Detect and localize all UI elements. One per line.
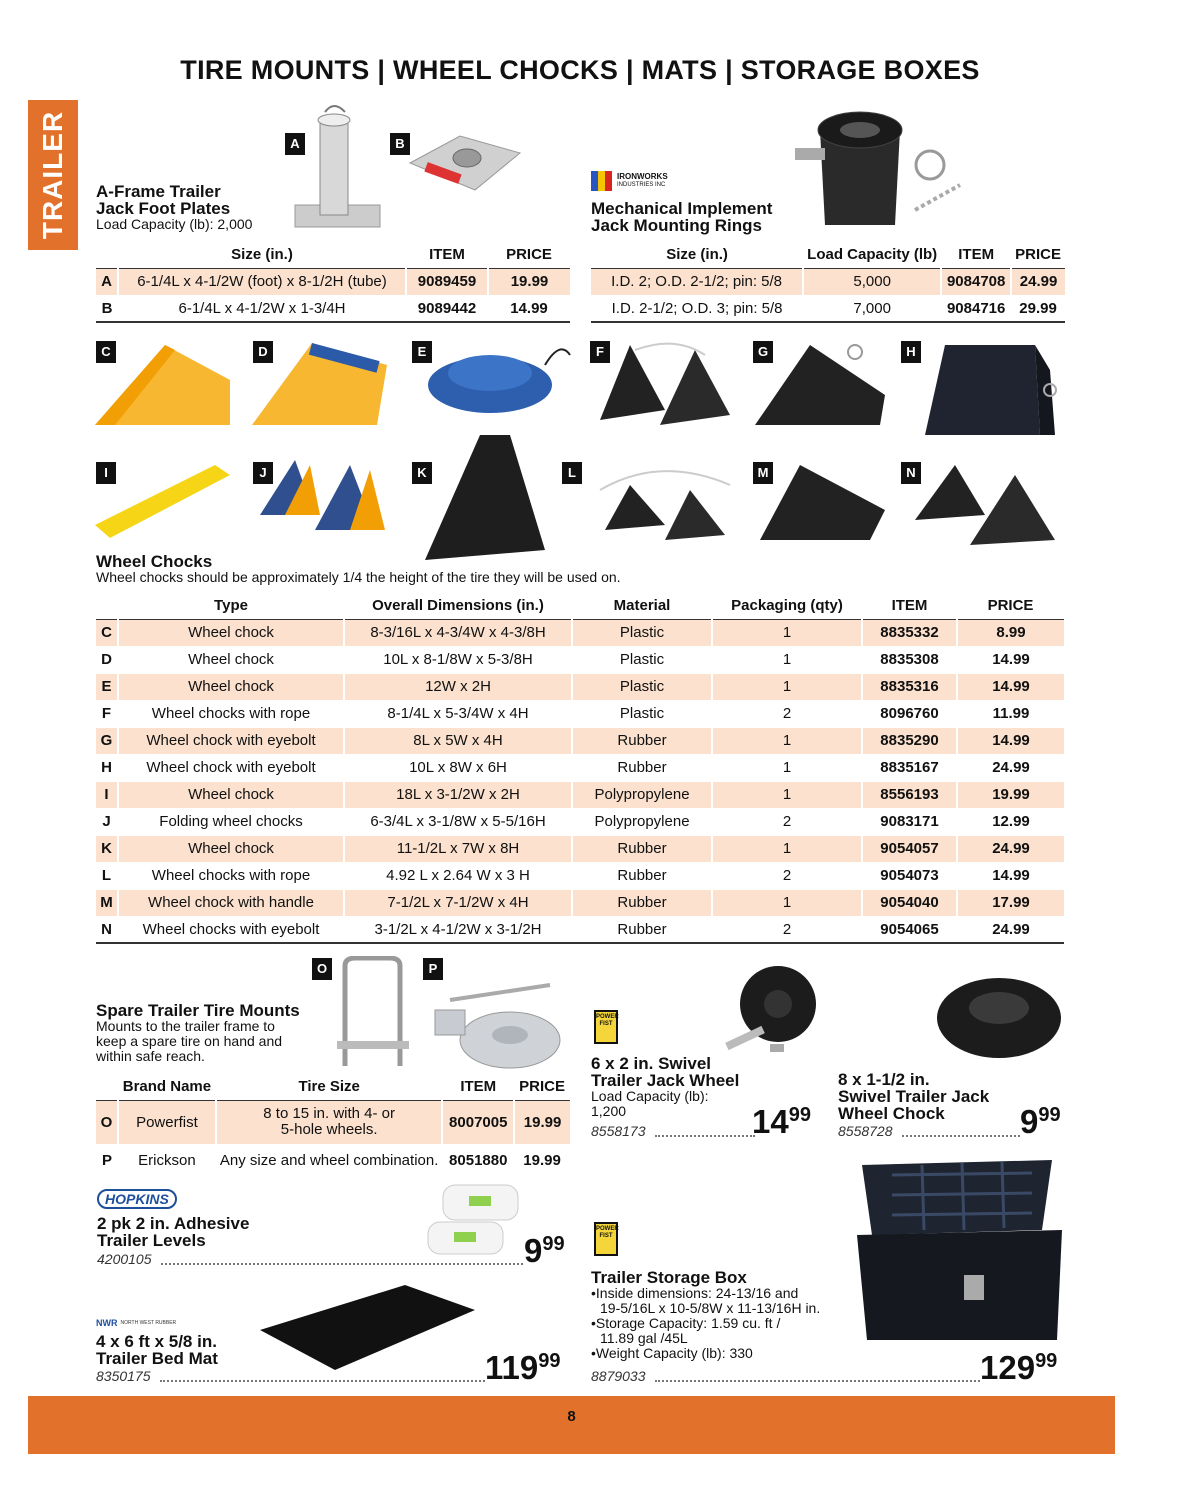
col-header: Overall Dimensions (in.)	[344, 593, 572, 619]
image-label-a: A	[285, 133, 305, 155]
ironworks-logo-icon	[591, 171, 613, 191]
table-row	[96, 295, 570, 322]
storage-box-sku: 8879033	[591, 1368, 646, 1384]
storage-box-bullet-2: •Storage Capacity: 1.59 cu. ft /	[591, 1315, 781, 1331]
dot-leader	[655, 1135, 755, 1137]
row-letter: F	[96, 700, 118, 727]
price-cell: 19.99	[488, 268, 570, 295]
col-header: ITEM	[941, 242, 1011, 268]
size-cell: I.D. 2; O.D. 2-1/2; pin: 5/8	[591, 268, 803, 295]
qty-cell: 1	[712, 673, 862, 700]
col-header: Material	[572, 593, 712, 619]
row-letter: M	[96, 889, 118, 916]
jack-chock-price	[1020, 1103, 1061, 1141]
section-tab-label: TRAILER	[37, 110, 68, 240]
chock-f-image	[595, 340, 740, 430]
storage-box-bullet-2-cont: 11.89 gal /45L	[600, 1330, 688, 1346]
row-letter: K	[96, 835, 118, 862]
material-cell: Rubber	[572, 835, 712, 862]
dot-leader	[655, 1380, 980, 1382]
dimensions-cell: 7-1/2L x 7-1/2W x 4H	[344, 889, 572, 916]
price-cents: 99	[538, 1350, 561, 1372]
size-cell: 6-1/4L x 4-1/2W x 1-3/4H	[118, 295, 406, 322]
item-cell: 8835316	[862, 673, 957, 700]
price-cell: 19.99	[514, 1100, 570, 1144]
jack-plates-heading	[96, 183, 252, 232]
type-cell: Wheel chocks with rope	[118, 700, 344, 727]
col-header: Load Capacity (lb)	[803, 242, 941, 268]
table-row	[96, 916, 1064, 943]
item-cell: 8051880	[442, 1144, 514, 1176]
image-label-b: B	[390, 133, 410, 155]
col-header: Packaging (qty)	[712, 593, 862, 619]
type-cell: Wheel chock	[118, 835, 344, 862]
powerfist-logo	[594, 1010, 618, 1044]
price-cents: 99	[1035, 1350, 1058, 1372]
levels-price	[524, 1232, 565, 1270]
image-label-l: L	[562, 462, 582, 484]
material-cell: Polypropylene	[572, 808, 712, 835]
table-row	[96, 1100, 570, 1144]
jack-plates-load: Load Capacity (lb): 2,000	[96, 216, 253, 232]
dimensions-cell: 8-1/4L x 5-3/4W x 4H	[344, 700, 572, 727]
item-cell: 8835167	[862, 754, 957, 781]
item-cell: 9054040	[862, 889, 957, 916]
page-title: TIRE MOUNTS | WHEEL CHOCKS | MATS | STORAGE BOXES	[180, 55, 980, 85]
price-dollars: 9	[1020, 1103, 1039, 1140]
capacity-cell: 7,000	[803, 295, 941, 322]
powerfist-logo-line1: POWER	[596, 1226, 619, 1232]
price-cell: 17.99	[957, 889, 1064, 916]
levels-heading	[97, 1215, 249, 1249]
dimensions-cell: 18L x 3-1/2W x 2H	[344, 781, 572, 808]
qty-cell: 2	[712, 700, 862, 727]
chock-d-image	[252, 340, 392, 430]
qty-cell: 2	[712, 916, 862, 943]
row-letter: E	[96, 673, 118, 700]
table-row	[96, 619, 1064, 646]
jack-wheel-title-2: Trailer Jack Wheel	[591, 1071, 740, 1090]
capacity-cell: 5,000	[803, 268, 941, 295]
col-header: PRICE	[488, 242, 570, 268]
dimensions-cell: 8L x 5W x 4H	[344, 727, 572, 754]
dimensions-cell: 4.92 L x 2.64 W x 3 H	[344, 862, 572, 889]
table-row	[96, 727, 1064, 754]
dot-leader	[902, 1135, 1020, 1137]
material-cell: Rubber	[572, 727, 712, 754]
image-label-j: J	[253, 462, 273, 484]
table-row	[96, 700, 1064, 727]
material-cell: Rubber	[572, 916, 712, 943]
type-cell: Wheel chock with eyebolt	[118, 754, 344, 781]
storage-box-title: Trailer Storage Box	[591, 1268, 747, 1287]
chocks-heading	[96, 553, 621, 585]
image-label-e: E	[412, 341, 432, 363]
row-letter: B	[96, 295, 118, 322]
type-cell: Wheel chock	[118, 619, 344, 646]
dimensions-cell: 12W x 2H	[344, 673, 572, 700]
item-cell: 8835308	[862, 646, 957, 673]
section-tab	[28, 100, 78, 250]
tire-mounts-table	[96, 1074, 570, 1177]
col-header	[96, 242, 118, 268]
qty-cell: 1	[712, 835, 862, 862]
tire-size-line-2: 5-hole wheels.	[280, 1121, 378, 1138]
image-label-g: G	[753, 341, 773, 363]
price-cell: 14.99	[957, 646, 1064, 673]
storage-box-bullet-3: •Weight Capacity (lb): 330	[591, 1345, 753, 1361]
item-cell: 9054065	[862, 916, 957, 943]
col-header: Tire Size	[216, 1074, 442, 1100]
jack-wheel-chock-image	[935, 970, 1065, 1070]
material-cell: Plastic	[572, 700, 712, 727]
storage-box-bullet-1: •Inside dimensions: 24-13/16 and	[591, 1285, 799, 1301]
price-cell: 8.99	[957, 619, 1064, 646]
chock-g-image	[750, 340, 890, 430]
table-row	[96, 754, 1064, 781]
row-letter: C	[96, 619, 118, 646]
table-header-row	[96, 1074, 570, 1100]
tire-mounts-title: Spare Trailer Tire Mounts	[96, 1001, 300, 1020]
material-cell: Rubber	[572, 889, 712, 916]
qty-cell: 2	[712, 862, 862, 889]
price-cell: 11.99	[957, 700, 1064, 727]
table-header-row	[591, 242, 1065, 268]
chock-m-image	[750, 460, 890, 545]
dimensions-cell: 6-3/4L x 3-1/8W x 5-5/16H	[344, 808, 572, 835]
jack-rings-heading	[591, 200, 772, 234]
table-row	[591, 295, 1065, 322]
nwr-brand: NWR	[96, 1318, 118, 1328]
price-cents: 99	[1038, 1104, 1061, 1126]
col-header: ITEM	[442, 1074, 514, 1100]
type-cell: Wheel chock with handle	[118, 889, 344, 916]
qty-cell: 1	[712, 619, 862, 646]
image-label-c: C	[96, 341, 116, 363]
jack-wheel-sku: 8558173	[591, 1123, 646, 1139]
table-row	[96, 268, 570, 295]
table-row	[96, 673, 1064, 700]
storage-box-bullet-1-cont: 19-5/16L x 10-5/8W x 11-13/16H in.	[600, 1300, 821, 1316]
material-cell: Rubber	[572, 754, 712, 781]
levels-title-2: Trailer Levels	[97, 1231, 206, 1250]
price-cell: 24.99	[957, 916, 1064, 943]
ironworks-brand: IRONWORKS	[617, 172, 668, 181]
jack-chock-heading	[838, 1071, 989, 1122]
price-cell: 24.99	[1011, 268, 1065, 295]
col-header: ITEM	[862, 593, 957, 619]
item-cell: 8556193	[862, 781, 957, 808]
price-cell: 29.99	[1011, 295, 1065, 322]
qty-cell: 1	[712, 727, 862, 754]
image-label-i: I	[96, 462, 116, 484]
col-header	[96, 593, 118, 619]
qty-cell: 1	[712, 646, 862, 673]
table-header-row	[96, 242, 570, 268]
jack-chock-sku: 8558728	[838, 1123, 893, 1139]
type-cell: Wheel chocks with eyebolt	[118, 916, 344, 943]
levels-title-1: 2 pk 2 in. Adhesive	[97, 1214, 250, 1233]
chock-j-image	[255, 455, 395, 535]
powerfist-logo-line1: POWER	[596, 1014, 619, 1020]
jack-plates-title-2: Jack Foot Plates	[96, 199, 231, 218]
jack-wheel-load-2: 1,200	[591, 1103, 627, 1119]
size-cell: 6-1/4L x 4-1/2W (foot) x 8-1/2H (tube)	[118, 268, 406, 295]
price-dollars: 14	[752, 1103, 789, 1140]
jack-wheel-title-1: 6 x 2 in. Swivel	[591, 1054, 712, 1073]
size-cell: I.D. 2-1/2; O.D. 3; pin: 5/8	[591, 295, 803, 322]
material-cell: Rubber	[572, 862, 712, 889]
material-cell: Plastic	[572, 619, 712, 646]
table-row	[96, 862, 1064, 889]
item-cell: 8835290	[862, 727, 957, 754]
image-label-k: K	[412, 462, 432, 484]
jack-plates-table	[96, 242, 570, 323]
chock-e-image	[425, 335, 575, 420]
tire-mounts-desc-3: within safe reach.	[96, 1048, 205, 1064]
jack-chock-title-2: Swivel Trailer Jack	[838, 1087, 990, 1106]
qty-cell: 1	[712, 781, 862, 808]
dot-leader	[160, 1380, 485, 1382]
table-row	[96, 889, 1064, 916]
price-cell: 19.99	[514, 1144, 570, 1176]
powerfist-logo	[594, 1222, 618, 1256]
mat-sku: 8350175	[96, 1368, 151, 1384]
image-label-o: O	[312, 958, 332, 980]
type-cell: Wheel chock with eyebolt	[118, 727, 344, 754]
item-cell: 9089459	[406, 268, 488, 295]
powerfist-logo-line2: FIST	[599, 1021, 613, 1027]
chocks-table	[96, 593, 1064, 944]
row-letter: G	[96, 727, 118, 754]
dimensions-cell: 11-1/2L x 7W x 8H	[344, 835, 572, 862]
price-cell: 24.99	[957, 835, 1064, 862]
table-row	[96, 646, 1064, 673]
trailer-bed-mat-image	[255, 1275, 480, 1375]
jack-wheel-heading	[591, 1055, 739, 1119]
item-cell: 9054057	[862, 835, 957, 862]
type-cell: Wheel chocks with rope	[118, 862, 344, 889]
price-cents: 99	[542, 1233, 565, 1255]
qty-cell: 1	[712, 754, 862, 781]
image-label-h: H	[901, 341, 921, 363]
jack-rings-table	[591, 242, 1065, 323]
row-letter: A	[96, 268, 118, 295]
jack-rings-title-1: Mechanical Implement	[591, 199, 773, 218]
table-row	[591, 268, 1065, 295]
item-cell: 9054073	[862, 862, 957, 889]
price-cell: 19.99	[957, 781, 1064, 808]
col-header: Size (in.)	[591, 242, 803, 268]
tire-mount-p-image	[430, 965, 565, 1075]
price-cell: 12.99	[957, 808, 1064, 835]
jack-foot-plate-a-image	[290, 100, 385, 235]
hopkins-logo: HOPKINS	[97, 1189, 177, 1209]
material-cell: Plastic	[572, 673, 712, 700]
row-letter: N	[96, 916, 118, 943]
jack-plates-title-1: A-Frame Trailer	[96, 182, 221, 201]
tire-size-cell: Any size and wheel combination.	[216, 1144, 442, 1176]
row-letter: P	[96, 1144, 118, 1176]
dimensions-cell: 10L x 8W x 6H	[344, 754, 572, 781]
col-header: PRICE	[957, 593, 1064, 619]
jack-wheel-image	[720, 962, 820, 1062]
jack-wheel-price	[752, 1103, 811, 1141]
table-row	[96, 1144, 570, 1176]
chock-l-image	[590, 460, 740, 545]
dot-leader	[161, 1263, 523, 1265]
material-cell: Plastic	[572, 646, 712, 673]
row-letter: D	[96, 646, 118, 673]
storage-box-bullet-2-text: Storage Capacity: 1.59 cu. ft /	[595, 1315, 781, 1331]
price-cell: 24.99	[957, 754, 1064, 781]
storage-box-bullet-3-text: Weight Capacity (lb): 330	[595, 1345, 753, 1361]
trailer-storage-box-image	[852, 1155, 1067, 1345]
row-letter: O	[96, 1100, 118, 1144]
image-label-f: F	[590, 341, 610, 363]
table-row	[96, 835, 1064, 862]
chock-c-image	[95, 340, 235, 430]
col-header: PRICE	[514, 1074, 570, 1100]
col-header: Size (in.)	[118, 242, 406, 268]
powerfist-logo-line2: FIST	[599, 1233, 613, 1239]
tire-mounts-heading	[96, 1002, 300, 1064]
qty-cell: 1	[712, 889, 862, 916]
type-cell: Wheel chock	[118, 673, 344, 700]
dimensions-cell: 10L x 8-1/8W x 5-3/8H	[344, 646, 572, 673]
table-row	[96, 781, 1064, 808]
col-header: PRICE	[1011, 242, 1065, 268]
item-cell: 9083171	[862, 808, 957, 835]
table-header-row	[96, 593, 1064, 619]
brand-cell: Erickson	[118, 1144, 216, 1176]
type-cell: Wheel chock	[118, 646, 344, 673]
mat-price	[485, 1349, 561, 1387]
image-label-m: M	[753, 462, 773, 484]
page-number: 8	[567, 1408, 576, 1425]
type-cell: Wheel chock	[118, 781, 344, 808]
chock-n-image	[910, 460, 1060, 550]
table-row	[96, 808, 1064, 835]
dimensions-cell: 3-1/2L x 4-1/2W x 3-1/2H	[344, 916, 572, 943]
chock-k-image	[420, 430, 550, 565]
price-dollars: 129	[980, 1349, 1036, 1386]
jack-foot-plate-b-image	[405, 128, 525, 198]
dimensions-cell: 8-3/16L x 4-3/4W x 4-3/8H	[344, 619, 572, 646]
trailer-levels-image	[425, 1180, 525, 1260]
storage-box-heading	[591, 1269, 820, 1361]
footer-bar	[28, 1396, 1115, 1454]
nwr-logo	[96, 1318, 176, 1328]
row-letter: I	[96, 781, 118, 808]
row-letter: J	[96, 808, 118, 835]
jack-mounting-ring-image	[795, 100, 965, 235]
item-cell: 8096760	[862, 700, 957, 727]
item-cell: 8835332	[862, 619, 957, 646]
price-cell: 14.99	[957, 727, 1064, 754]
material-cell: Polypropylene	[572, 781, 712, 808]
ironworks-brand-sub: INDUSTRIES INC	[617, 182, 666, 188]
jack-chock-title-3: Wheel Chock	[838, 1104, 945, 1123]
jack-wheel-load-1: Load Capacity (lb):	[591, 1088, 709, 1104]
price-cell: 14.99	[957, 862, 1064, 889]
image-label-p: P	[423, 958, 443, 980]
image-label-n: N	[901, 462, 921, 484]
mat-heading	[96, 1333, 218, 1367]
ironworks-logo	[591, 171, 668, 191]
tire-size-line-1: 8 to 15 in. with 4- or	[263, 1105, 396, 1122]
nwr-brand-sub: NORTH WEST RUBBER	[120, 1320, 177, 1326]
chock-i-image	[95, 460, 235, 540]
jack-rings-title-2: Jack Mounting Rings	[591, 216, 762, 235]
price-cell: 14.99	[488, 295, 570, 322]
levels-sku: 4200105	[97, 1251, 152, 1267]
item-cell: 9089442	[406, 295, 488, 322]
image-label-d: D	[253, 341, 273, 363]
price-dollars: 119	[485, 1349, 539, 1386]
col-header	[96, 1074, 118, 1100]
col-header: ITEM	[406, 242, 488, 268]
price-cell: 14.99	[957, 673, 1064, 700]
qty-cell: 2	[712, 808, 862, 835]
brand-cell: Powerfist	[118, 1100, 216, 1144]
storage-box-price	[980, 1349, 1057, 1387]
item-cell: 8007005	[442, 1100, 514, 1144]
chock-h-image	[920, 340, 1065, 440]
jack-chock-title-1: 8 x 1-1/2 in.	[838, 1070, 930, 1089]
price-dollars: 9	[524, 1232, 543, 1269]
tire-mounts-desc-1: Mounts to the trailer frame to	[96, 1018, 275, 1034]
col-header: Brand Name	[118, 1074, 216, 1100]
chocks-subtitle: Wheel chocks should be approximately 1/4 the height of the tire they will be used on.	[96, 569, 621, 585]
type-cell: Folding wheel chocks	[118, 808, 344, 835]
price-cents: 99	[788, 1104, 811, 1126]
storage-box-bullet-1-text: Inside dimensions: 24-13/16 and	[595, 1285, 799, 1301]
row-letter: L	[96, 862, 118, 889]
mat-title-1: 4 x 6 ft x 5/8 in.	[96, 1332, 217, 1351]
row-letter: H	[96, 754, 118, 781]
tire-size-cell	[216, 1100, 442, 1144]
item-cell: 9084716	[941, 295, 1011, 322]
col-header: Type	[118, 593, 344, 619]
tire-mount-o-image	[335, 956, 410, 1071]
tire-mounts-desc-2: keep a spare tire on hand and	[96, 1033, 283, 1049]
chocks-title: Wheel Chocks	[96, 552, 213, 571]
item-cell: 9084708	[941, 268, 1011, 295]
mat-title-2: Trailer Bed Mat	[96, 1349, 218, 1368]
